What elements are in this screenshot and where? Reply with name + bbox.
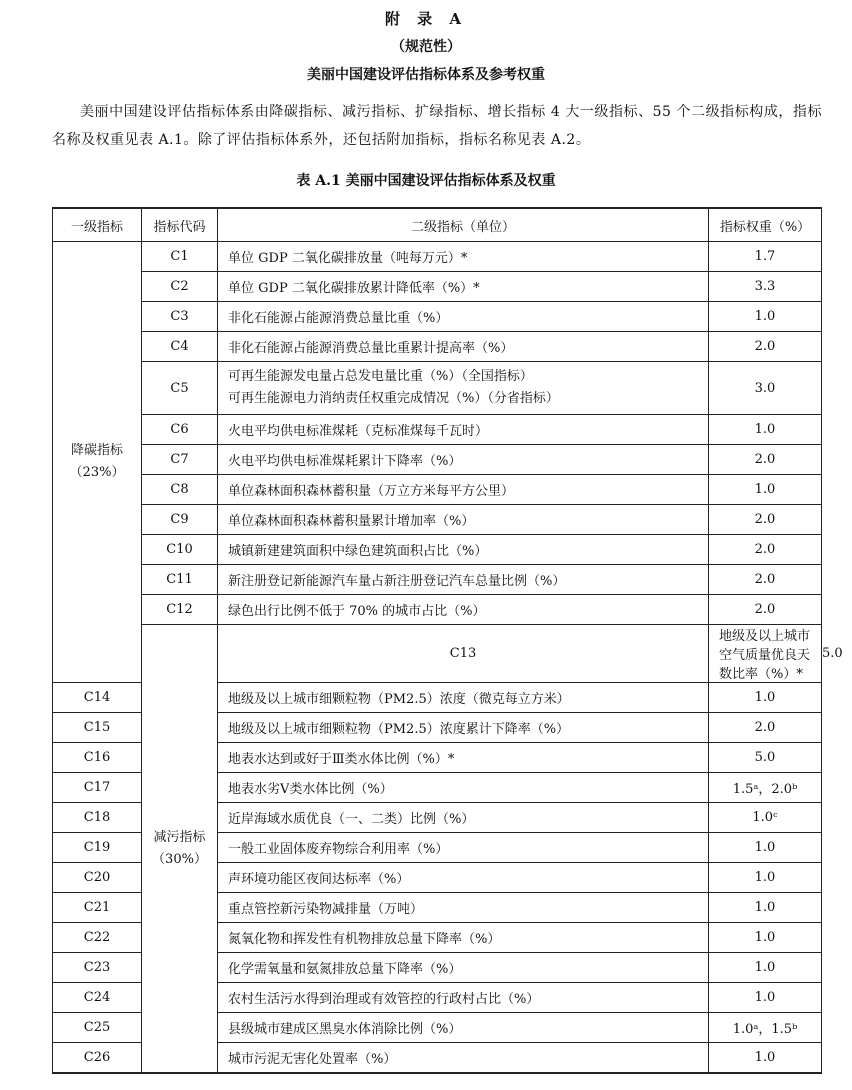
table-row: [53, 302, 822, 332]
row-weight: 2.0: [709, 535, 822, 565]
row-code: C18: [53, 803, 142, 833]
row-name: 重点管控新污染物减排量（万吨）: [218, 893, 709, 923]
row-weight: 1.0: [709, 683, 822, 713]
row-name: 地表水劣Ⅴ类水体比例（%）: [218, 773, 709, 803]
row-name: 绿色出行比例不低于 70% 的城市占比（%）: [218, 595, 709, 625]
table-row: [53, 595, 822, 625]
row-code: C21: [53, 893, 142, 923]
table-row: 减污指标 （30%） C13 地级及以上城市空气质量优良天数比率（%）* 5.0: [53, 625, 822, 683]
row-name: 城市污泥无害化处置率（%）: [218, 1043, 709, 1074]
group-pollution-weight: （30%）: [152, 851, 207, 867]
header-weight: 指标权重（%）: [709, 208, 822, 242]
row-weight: 1.0: [709, 923, 822, 953]
row-name: 化学需氧量和氨氮排放总量下降率（%）: [218, 953, 709, 983]
row-code: C19: [53, 833, 142, 863]
row-weight: 2.0: [709, 713, 822, 743]
row-code: C9: [142, 505, 218, 535]
normative-label: （规范性）: [391, 39, 461, 55]
row-code: C12: [142, 595, 218, 625]
row-name: [218, 362, 709, 415]
row-code: C16: [53, 743, 142, 773]
row-name-line1: 可再生能源发电量占总发电量比重（%）（全国指标）: [228, 369, 533, 384]
row-name-line2: 可再生能源电力消纳责任权重完成情况（%）（分省指标）: [228, 391, 559, 406]
row-code: C3: [142, 302, 218, 332]
row-name: 火电平均供电标准煤耗累计下降率（%）: [218, 445, 709, 475]
table-row: [53, 332, 822, 362]
row-weight: 1.0: [709, 893, 822, 923]
appendix-main-title: 美丽中国建设评估指标体系及参考权重: [307, 67, 545, 83]
row-weight: 2.0: [709, 445, 822, 475]
row-name: 地级及以上城市细颗粒物（PM2.5）浓度累计下降率（%）: [218, 713, 709, 743]
indicator-table: [52, 207, 843, 1074]
row-name: 单位森林面积森林蓄积量（万立方米每平方公里）: [218, 475, 709, 505]
appendix-title: 附 录 A: [384, 10, 468, 28]
row-weight: 1.5ᵃ，2.0ᵇ: [709, 773, 822, 803]
row-code: C17: [53, 773, 142, 803]
header-code: 指标代码: [142, 208, 218, 242]
row-weight: 1.0: [709, 983, 822, 1013]
group-carbon-name: 降碳指标: [70, 443, 123, 458]
row-weight: 2.0: [709, 332, 822, 362]
group-pollution-cell: [142, 625, 218, 1074]
row-weight: 1.0: [709, 953, 822, 983]
row-weight: 1.0: [709, 833, 822, 863]
row-name: 氮氧化物和挥发性有机物排放总量下降率（%）: [218, 923, 709, 953]
row-code: C25: [53, 1013, 142, 1043]
row-weight: 1.0: [709, 415, 822, 445]
row-name: 城镇新建建筑面积中绿色建筑面积占比（%）: [218, 535, 709, 565]
table-caption: 表 A.1 美丽中国建设评估指标体系及权重: [296, 173, 556, 189]
row-weight: 1.7: [709, 242, 822, 272]
row-weight: 2.0: [709, 595, 822, 625]
group-carbon-weight: （23%）: [69, 465, 125, 480]
table-row: [53, 272, 822, 302]
row-code: C4: [142, 332, 218, 362]
row-name: 非化石能源占能源消费总量比重（%）: [218, 302, 709, 332]
row-name: 地表水达到或好于Ⅲ类水体比例（%）*: [218, 743, 709, 773]
row-name: 地级及以上城市空气质量优良天数比率（%）*: [709, 625, 822, 683]
table-row: [53, 362, 822, 415]
row-code: C22: [53, 923, 142, 953]
table-row: [53, 242, 822, 272]
table-row: [53, 535, 822, 565]
row-name: 单位 GDP 二氧化碳排放累计降低率（%）*: [218, 272, 709, 302]
table-row: [53, 415, 822, 445]
row-code: C20: [53, 863, 142, 893]
row-weight: 1.0ᵃ，1.5ᵇ: [709, 1013, 822, 1043]
row-weight: 1.0: [709, 475, 822, 505]
row-name: 单位 GDP 二氧化碳排放量（吨每万元）*: [218, 242, 709, 272]
header-level1: 一级指标: [53, 208, 142, 242]
table-row: [53, 475, 822, 505]
row-code: C15: [53, 713, 142, 743]
row-code: C8: [142, 475, 218, 505]
row-weight: 1.0: [709, 863, 822, 893]
row-code: C7: [142, 445, 218, 475]
row-name: 单位森林面积森林蓄积量累计增加率（%）: [218, 505, 709, 535]
row-name: 近岸海域水质优良（一、二类）比例（%）: [218, 803, 709, 833]
row-name: 县级城市建成区黑臭水体消除比例（%）: [218, 1013, 709, 1043]
row-name: 非化石能源占能源消费总量比重累计提高率（%）: [218, 332, 709, 362]
intro-paragraph: 美丽中国建设评估指标体系由降碳指标、减污指标、扩绿指标、增长指标 4 大一级指标、55 个二级指标构成，指标名称及权重见表 A.1。除了评估指标体系外，还包括附加指标，指标名称见表 A.2。: [52, 104, 822, 148]
row-weight: 2.0: [709, 565, 822, 595]
row-weight: 3.3: [709, 272, 822, 302]
table-row: [53, 565, 822, 595]
row-code: C14: [53, 683, 142, 713]
row-weight: 3.0: [709, 362, 822, 415]
group-pollution-name: 减污指标: [153, 829, 206, 845]
row-name: 新注册登记新能源汽车量占新注册登记汽车总量比例（%）: [218, 565, 709, 595]
header-level2: 二级指标（单位）: [218, 208, 709, 242]
row-name: 火电平均供电标准煤耗（克标准煤每千瓦时）: [218, 415, 709, 445]
group-carbon-cell: [53, 242, 142, 683]
table-header-row: [53, 208, 822, 242]
row-name: 一般工业固体废弃物综合利用率（%）: [218, 833, 709, 863]
row-code: C2: [142, 272, 218, 302]
row-code: C23: [53, 953, 142, 983]
row-code: C1: [142, 242, 218, 272]
row-code: C13: [218, 625, 709, 683]
row-weight: 1.0: [709, 302, 822, 332]
row-weight: 1.0ᶜ: [709, 803, 822, 833]
table-row: [53, 445, 822, 475]
row-weight: 5.0: [709, 743, 822, 773]
row-code: C24: [53, 983, 142, 1013]
table-row: [53, 505, 822, 535]
row-code: C11: [142, 565, 218, 595]
row-code: C26: [53, 1043, 142, 1074]
row-code: C10: [142, 535, 218, 565]
row-name: 地级及以上城市细颗粒物（PM2.5）浓度（微克每立方米）: [218, 683, 709, 713]
row-name: 农村生活污水得到治理或有效管控的行政村占比（%）: [218, 983, 709, 1013]
row-code: C5: [142, 362, 218, 415]
row-weight: 2.0: [709, 505, 822, 535]
row-code: C6: [142, 415, 218, 445]
row-weight: 1.0: [709, 1043, 822, 1074]
row-name: 声环境功能区夜间达标率（%）: [218, 863, 709, 893]
